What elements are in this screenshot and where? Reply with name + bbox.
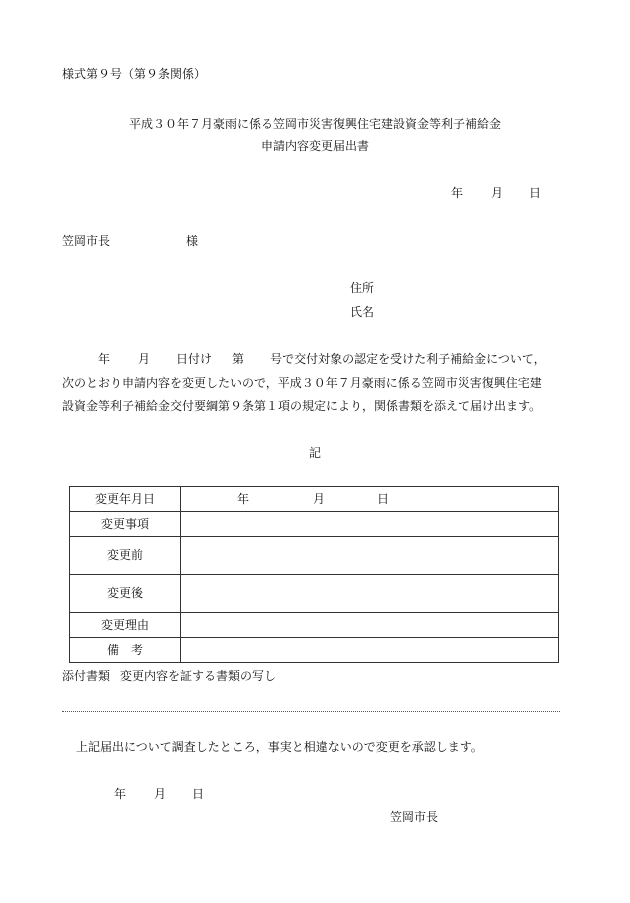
body-line-1: [62, 348, 562, 372]
approval-date-day: 日: [192, 787, 205, 801]
before-field[interactable]: [181, 537, 559, 575]
addressee: [62, 233, 198, 250]
approving-mayor: 笠岡市長: [390, 810, 439, 824]
approval-text: 上記届出について調査したところ，事実と相違ないので変更を承認します。: [76, 740, 483, 754]
form-number: 様式第９号（第９条関係）: [62, 67, 207, 81]
change-date-field[interactable]: [181, 487, 559, 512]
submission-date-day: 日: [529, 186, 542, 200]
document-title-line1: 平成３０年７月豪雨に係る笠岡市災害復興住宅建設資金等利子補給金: [128, 117, 501, 131]
reason-label: 変更理由: [70, 613, 181, 638]
addressee-name: 笠岡市長: [62, 234, 111, 248]
change-date-month: 月: [313, 491, 326, 506]
table-row-reason: [70, 613, 559, 638]
change-date-day: 日: [377, 491, 390, 506]
body-date-suffix: 日付け: [176, 352, 213, 366]
table-row-after: [70, 575, 559, 613]
body-line-2: 次のとおり申請内容を変更したいので，平成３０年７月豪雨に係る笠岡市災害復興住宅建: [62, 375, 542, 390]
submission-date-year: 年: [451, 186, 464, 200]
attachment-note: [62, 668, 276, 685]
submission-date: [451, 185, 541, 202]
table-row-before: [70, 537, 559, 575]
body-line-3: 設資金等利子補給金交付要綱第９条第１項の規定により，関係書類を添えて届け出ます。: [62, 399, 542, 413]
approval-date-month: 月: [154, 787, 167, 801]
document-title-line2: 申請内容変更届出書: [260, 139, 369, 153]
body-no-prefix: 第: [232, 352, 245, 366]
applicant-address-label: 住所: [350, 281, 375, 295]
applicant-name-label: 氏名: [350, 305, 375, 319]
change-item-label: 変更事項: [70, 512, 181, 537]
attachment-label: 添付書類: [62, 669, 111, 683]
ki-marker: 記: [308, 446, 321, 460]
change-date-year: 年: [237, 491, 250, 506]
approval-date: [114, 786, 204, 803]
body-line-1-rest: 号で交付対象の認定を受けた利子補給金について，: [270, 352, 546, 366]
body-year: 年: [98, 352, 111, 366]
remarks-label: 備 考: [70, 638, 181, 663]
submission-date-month: 月: [491, 186, 504, 200]
change-date-label: 変更年月日: [70, 487, 181, 512]
table-row-change-date: [70, 487, 559, 512]
attachment-content: 変更内容を証する書類の写し: [120, 669, 277, 683]
change-item-field[interactable]: [181, 512, 559, 537]
table-row-remarks: [70, 638, 559, 663]
approval-date-year: 年: [114, 787, 127, 801]
dotted-divider: [62, 711, 560, 712]
body-paragraph: [62, 348, 562, 419]
after-label: 変更後: [70, 575, 181, 613]
table-row-change-item: [70, 512, 559, 537]
addressee-honorific: 様: [186, 234, 199, 248]
reason-field[interactable]: [181, 613, 559, 638]
body-month: 月: [138, 352, 151, 366]
before-label: 変更前: [70, 537, 181, 575]
after-field[interactable]: [181, 575, 559, 613]
remarks-field[interactable]: [181, 638, 559, 663]
change-details-table: [69, 486, 559, 663]
